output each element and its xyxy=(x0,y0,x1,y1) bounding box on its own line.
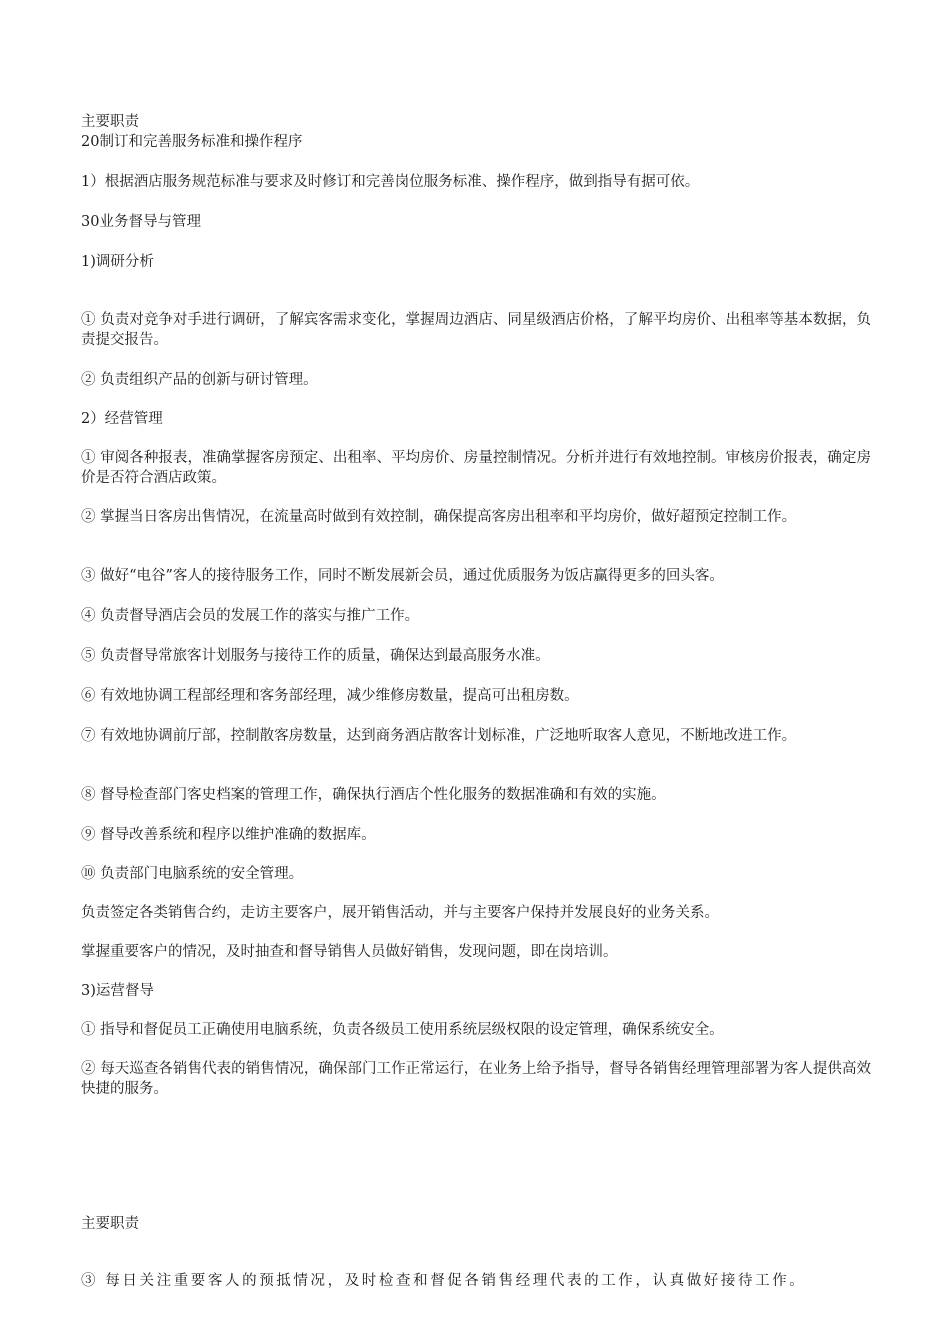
subsection-title: 3)运营督导 xyxy=(81,983,154,999)
list-item: ③ 做好“电谷”客人的接待服务工作，同时不断发展新会员，通过优质服务为饭店赢得更多的回头客。 xyxy=(81,568,724,584)
paragraph: 1）根据酒店服务规范标准与要求及时修订和完善岗位服务标准、操作程序，做到指导有据可依。 xyxy=(81,174,700,190)
list-item: ④ 负责督导酒店会员的发展工作的落实与推广工作。 xyxy=(81,608,420,624)
list-item: ⑤ 负责督导常旅客计划服务与接待工作的质量，确保达到最高服务水准。 xyxy=(81,648,550,664)
list-item: ⑨ 督导改善系统和程序以维护准确的数据库。 xyxy=(81,827,376,843)
paragraph: 掌握重要客户的情况，及时抽查和督导销售人员做好销售，发现问题，即在岗培训。 xyxy=(81,944,618,960)
subsection-title: 2）经营管理 xyxy=(81,411,163,427)
list-item: ① 负责对竞争对手进行调研，了解宾客需求变化，掌握周边酒店、同星级酒店价格，了解平均房价、出租率等基本数据，负责提交报告。 xyxy=(81,312,871,348)
list-item: ⑥ 有效地协调工程部经理和客务部经理，减少维修房数量，提高可出租房数。 xyxy=(81,688,579,704)
list-item: ② 每天巡查各销售代表的销售情况，确保部门工作正常运行，在业务上给予指导，督导各销售经理管理部署为客人提供高效快捷的服务。 xyxy=(81,1061,871,1097)
section-heading: 主要职责 xyxy=(81,1216,139,1232)
list-item: ⑧ 督导检查部门客史档案的管理工作，确保执行酒店个性化服务的数据准确和有效的实施。 xyxy=(81,787,666,803)
paragraph: 负责签定各类销售合约，走访主要客户，展开销售活动，并与主要客户保持并发展良好的业务关系。 xyxy=(81,905,719,921)
section-title: 20制订和完善服务标准和操作程序 xyxy=(81,134,303,150)
section-title: 30业务督导与管理 xyxy=(81,214,201,230)
subsection-title: 1)调研分析 xyxy=(81,254,154,270)
list-item: ③ 每日关注重要客人的预抵情况，及时检查和督促各销售经理代表的工作，认真做好接待工作。 xyxy=(81,1273,807,1289)
list-item: ⑦ 有效地协调前厅部，控制散客房数量，达到商务酒店散客计划标准，广泛地听取客人意见，不断地改进工作。 xyxy=(81,728,797,744)
section-heading: 主要职责 xyxy=(81,114,139,130)
list-item: ② 掌握当日客房出售情况，在流量高时做到有效控制，确保提高客房出租率和平均房价，做好超预定控制工作。 xyxy=(81,509,797,525)
list-item: ① 指导和督促员工正确使用电脑系统，负责各级员工使用系统层级权限的设定管理，确保系统安全。 xyxy=(81,1022,724,1038)
list-item: ② 负责组织产品的创新与研讨管理。 xyxy=(81,372,318,388)
list-item: ① 审阅各种报表，准确掌握客房预定、出租率、平均房价、房量控制情况。分析并进行有效地控制。审核房价报表，确定房价是否符合酒店政策。 xyxy=(81,450,871,486)
list-item: ⑩ 负责部门电脑系统的安全管理。 xyxy=(81,866,304,882)
